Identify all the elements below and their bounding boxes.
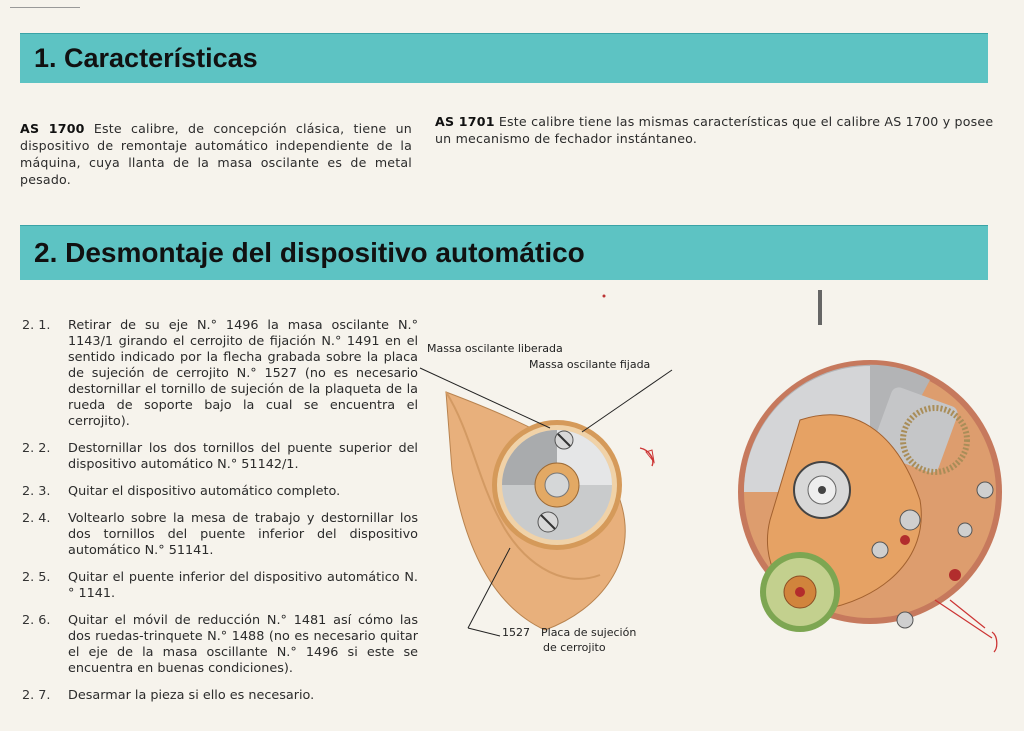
label-plate-number: 1527 <box>502 626 530 639</box>
step-number: 2. 7. <box>22 688 51 703</box>
step-text: Quitar el puente inferior del dispositivo automático N.° 1141. <box>68 570 418 601</box>
as1701-text: Este calibre tiene las mismas características que el calibre AS 1700 y posee un mecanismo de fechador instántaneo. <box>435 114 994 146</box>
step-number: 2. 4. <box>22 511 51 526</box>
step-text: Retirar de su eje N.° 1496 la masa oscilante N.° 1143/1 girando el cerrojito de fijación N.° 1491 en el sentido indicado por la flecha grabada sobre la placa de sujeción de cerrojito N.° 1527 (no es necesario destornillar el tornillo de sujeción de la plaqueta de la rueda de soporte bajo la cual se encuentra el cerrojito). <box>68 318 418 429</box>
step-number: 2. 5. <box>22 570 51 585</box>
label-released: Massa oscilante liberada <box>427 342 563 355</box>
movement-diagram <box>738 290 1002 652</box>
step-number: 2. 6. <box>22 613 51 628</box>
section-2-title: 2. Desmontaje del dispositivo automático <box>34 237 585 268</box>
step-number: 2. 2. <box>22 441 51 456</box>
label-fixed: Massa oscilante fijada <box>529 358 651 371</box>
as1700-text: Este calibre, de concepción clásica, tiene un dispositivo de remontaje automático independiente de la máquina, cuya llanta de la masa oscilante es de metal pesado. <box>20 121 412 187</box>
step-text: Voltearlo sobre la mesa de trabajo y destornillar los dos tornillos del puente inferior del dispositivo automático N.° 51141. <box>68 511 418 558</box>
label-plate-line1: Placa de sujeción <box>541 626 637 639</box>
step-text: Destornillar los dos tornillos del puente superior del dispositivo automático N.° 51142/1. <box>68 441 418 472</box>
label-plate-line2: de cerrojito <box>543 641 606 654</box>
step-text: Quitar el dispositivo automático completo. <box>68 484 341 499</box>
step-number: 2. 1. <box>22 318 51 333</box>
as1701-code: AS 1701 <box>435 114 495 129</box>
step-text: Quitar el móvil de reducción N.° 1481 así cómo las dos ruedas-trinquete N.° 1488 (no es necesario quitar el eje de la masa oscillante N.° 1496 si este se encuentra en buenas condiciones). <box>68 613 418 676</box>
step-text: Desarmar la pieza si ello es necesario. <box>68 688 315 703</box>
step-number: 2. 3. <box>22 484 51 499</box>
as1700-code: AS 1700 <box>20 121 85 136</box>
section-1-title: 1. Características <box>34 43 258 73</box>
